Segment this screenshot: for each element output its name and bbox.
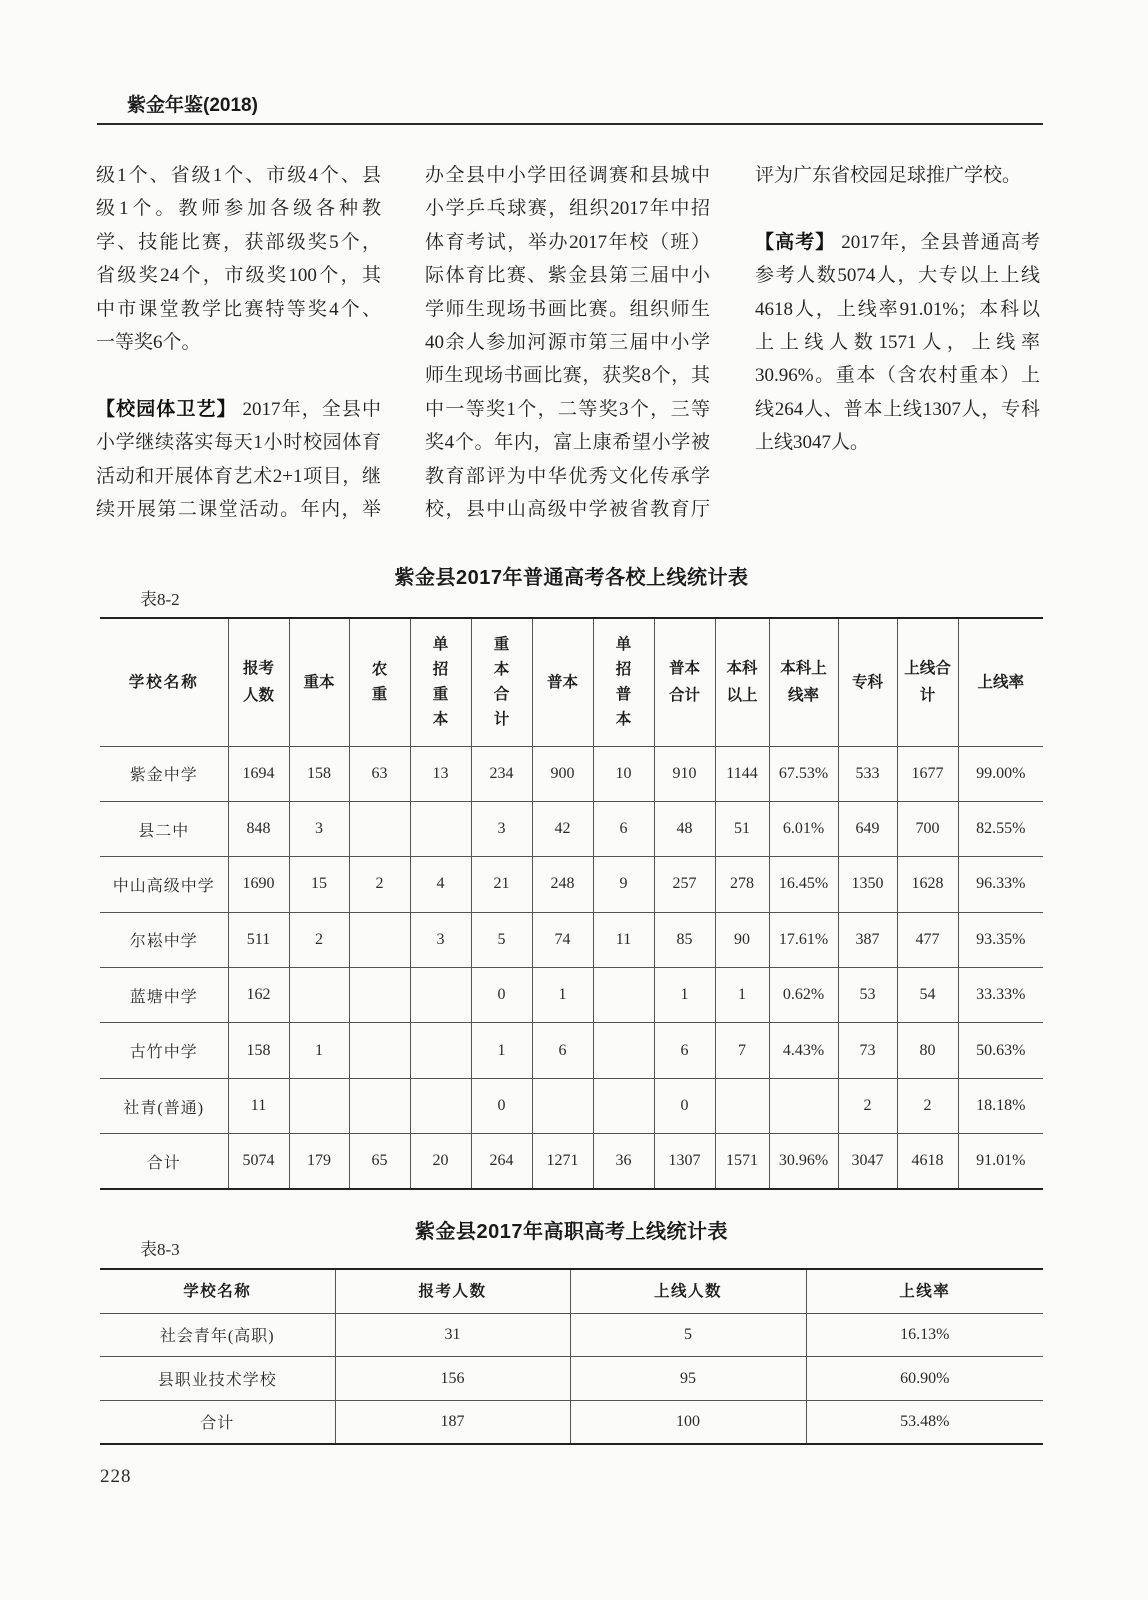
table-cell: 700: [897, 801, 958, 856]
table-cell: 5074: [228, 1134, 289, 1189]
text-line-content: 一等奖6个。: [96, 332, 201, 354]
text-line-content: 小学乒乓球赛，组织2017年中招: [425, 198, 710, 220]
table-cell: 5: [570, 1313, 806, 1357]
table-cell: [349, 801, 410, 856]
table-cell: 15: [289, 857, 349, 912]
table-header-cell: [806, 1269, 1043, 1313]
school-name-cell: 县二中: [100, 801, 228, 856]
header-rule: [97, 123, 1043, 125]
school-name-cell: 县职业技术学校: [100, 1357, 335, 1401]
header-label: 单招重本: [432, 636, 449, 729]
text-line-content: 级1个、省级1个、市级4个、县: [96, 165, 381, 186]
table-cell: 0: [471, 1078, 532, 1133]
table-cell: 1307: [654, 1134, 715, 1189]
school-name-cell: 尔崧中学: [100, 912, 228, 967]
text-line-content: 学师生现场书画比赛。组织师生: [425, 298, 710, 320]
table-cell: [410, 801, 471, 856]
text-line-content: 教育部评为中华优秀文化传承学: [425, 465, 710, 487]
table-cell: 1: [654, 968, 715, 1023]
table-body: [100, 746, 1043, 1189]
table-cell: [349, 912, 410, 967]
paragraph: [425, 159, 710, 526]
header-label: 本科以上: [726, 660, 758, 705]
table-row: [100, 1357, 1043, 1401]
table-header-cell: [838, 618, 897, 746]
header-label: 本科上线率: [780, 660, 827, 705]
text-line-content: 级1个。教师参加各级各种教: [96, 198, 381, 220]
text-line-content: 上线3047人。: [755, 432, 870, 454]
table-cell: 9: [593, 857, 654, 912]
table-8-2: [100, 617, 1043, 1190]
table-row: [100, 801, 1043, 856]
text-line: [425, 293, 710, 326]
text-line-content: 师生现场书画比赛，获奖8个，其: [425, 365, 710, 387]
text-line: [755, 393, 1040, 426]
text-line: [425, 393, 710, 426]
table-header-cell: [715, 618, 769, 746]
text-line-content: 4618人，上线率91.01%；本科以: [755, 298, 1040, 320]
text-line: [755, 259, 1040, 292]
header-label: 单招普本: [615, 636, 632, 729]
paragraph: [96, 393, 381, 527]
text-line: [425, 460, 710, 493]
table-cell: 42: [532, 801, 593, 856]
text-line-content: 30.96%。重本（含农村重本）上: [755, 365, 1040, 387]
text-line: [96, 493, 381, 526]
text-line-content: 小学继续落实每天1小时校园体育: [96, 432, 381, 454]
paragraph: [755, 226, 1040, 460]
table-cell: 91.01%: [958, 1134, 1043, 1189]
table-cell: 264: [471, 1134, 532, 1189]
table-cell: [410, 968, 471, 1023]
school-name-cell: 合计: [100, 1134, 228, 1189]
header-label: 重本合计: [493, 636, 510, 729]
text-column-2: [425, 159, 710, 526]
text-column-1: [96, 159, 381, 526]
table-cell: 1144: [715, 746, 769, 801]
table-cell: 477: [897, 912, 958, 967]
table-cell: 10: [593, 746, 654, 801]
table-header-row: [100, 618, 1043, 746]
table-cell: 1690: [228, 857, 289, 912]
table-cell: 60.90%: [806, 1357, 1043, 1401]
table-cell: 387: [838, 912, 897, 967]
table-cell: [715, 1078, 769, 1133]
text-line-content: 际体育比赛、紫金县第三届中小: [425, 265, 710, 287]
text-line: [96, 460, 381, 493]
table-row: [100, 1134, 1043, 1189]
header-label: 普本: [546, 673, 578, 691]
table-cell: 158: [289, 746, 349, 801]
text-line: [96, 259, 381, 292]
table-cell: 31: [335, 1313, 570, 1357]
table-row: [100, 1078, 1043, 1133]
school-name-cell: 社会青年(高职): [100, 1313, 335, 1357]
table-cell: 1: [715, 968, 769, 1023]
table-8-3: [100, 1268, 1043, 1445]
table-cell: 179: [289, 1134, 349, 1189]
table-header-cell: [228, 618, 289, 746]
header-label: 上线率: [899, 1282, 951, 1300]
text-line: [425, 426, 710, 459]
table-cell: 73: [838, 1023, 897, 1078]
school-name-cell: 蓝塘中学: [100, 968, 228, 1023]
table-row: [100, 1400, 1043, 1444]
table-cell: 51: [715, 801, 769, 856]
table-header-cell: [570, 1269, 806, 1313]
table-header-cell: [100, 1269, 335, 1313]
table-cell: 16.13%: [806, 1313, 1043, 1357]
table-cell: 5: [471, 912, 532, 967]
table-cell: 7: [715, 1023, 769, 1078]
table-cell: 16.45%: [769, 857, 838, 912]
header-label: 报考人数: [242, 660, 274, 705]
table-cell: [593, 1023, 654, 1078]
table-cell: 2: [838, 1078, 897, 1133]
table-cell: [349, 968, 410, 1023]
text-line-content: 活动和开展体育艺术2+1项目，继: [96, 465, 381, 487]
text-line: [755, 326, 1040, 359]
table-cell: 158: [228, 1023, 289, 1078]
table-cell: 3: [289, 801, 349, 856]
text-column-3: [755, 159, 1040, 460]
header-label: 报考人数: [418, 1282, 487, 1300]
school-name-cell: 社青(普通): [100, 1078, 228, 1133]
text-line: [96, 226, 381, 259]
table-cell: 1271: [532, 1134, 593, 1189]
table-header-cell: [958, 618, 1043, 746]
table-header-cell: [471, 618, 532, 746]
table-header-cell: [897, 618, 958, 746]
table-header-cell: [654, 618, 715, 746]
header-label: 学校名称: [128, 673, 199, 691]
table-cell: 2: [349, 857, 410, 912]
running-head: 紫金年鉴(2018): [127, 95, 258, 116]
table-cell: 36: [593, 1134, 654, 1189]
table-cell: 4: [410, 857, 471, 912]
table-cell: 48: [654, 801, 715, 856]
text-line: [425, 192, 710, 225]
table-cell: [410, 1078, 471, 1133]
table-header-row: [100, 1269, 1043, 1313]
table-cell: 3: [471, 801, 532, 856]
table-cell: 96.33%: [958, 857, 1043, 912]
text-line: [96, 426, 381, 459]
table-cell: 17.61%: [769, 912, 838, 967]
text-line-content: 参考人数5074人，大专以上上线: [755, 265, 1040, 287]
text-line: [755, 359, 1040, 392]
table-cell: 74: [532, 912, 593, 967]
header-label: 上线率: [977, 673, 1024, 691]
table-cell: 30.96%: [769, 1134, 838, 1189]
table-header-cell: [335, 1269, 570, 1313]
table-header-cell: [593, 618, 654, 746]
text-line-content: 40余人参加河源市第三届中小学: [425, 332, 710, 354]
table-header-cell: [349, 618, 410, 746]
school-name-cell: 古竹中学: [100, 1023, 228, 1078]
table-cell: 18.18%: [958, 1078, 1043, 1133]
table-cell: 234: [471, 746, 532, 801]
table-cell: 1694: [228, 746, 289, 801]
section-heading: 【校园体卫艺】: [96, 398, 237, 420]
text-line: [425, 226, 710, 259]
table-cell: 33.33%: [958, 968, 1043, 1023]
table-body: [100, 1313, 1043, 1444]
table-8-3-label: 表8-3: [140, 1240, 180, 1259]
table-header-cell: [289, 618, 349, 746]
table-row: [100, 857, 1043, 912]
table-header-cell: [769, 618, 838, 746]
table-cell: 0: [654, 1078, 715, 1133]
table-cell: 187: [335, 1400, 570, 1444]
table-cell: 162: [228, 968, 289, 1023]
table-cell: 248: [532, 857, 593, 912]
table-cell: 1: [532, 968, 593, 1023]
text-line-content: 上上线人数1571人，上线率: [755, 332, 1040, 354]
table-header-cell: [100, 618, 228, 746]
table-cell: 6.01%: [769, 801, 838, 856]
text-line-content: 2017年，全县中: [242, 398, 381, 420]
text-line: [755, 159, 1040, 192]
table-cell: 20: [410, 1134, 471, 1189]
header-label: 专科: [851, 673, 883, 691]
table-cell: [532, 1078, 593, 1133]
table-cell: 511: [228, 912, 289, 967]
school-name-cell: 合计: [100, 1400, 335, 1444]
header-label: 普本合计: [668, 660, 700, 705]
table-cell: [410, 1023, 471, 1078]
table-cell: [593, 1078, 654, 1133]
table-cell: 90: [715, 912, 769, 967]
table-header-cell: [410, 618, 471, 746]
table-cell: 6: [593, 801, 654, 856]
table-cell: 910: [654, 746, 715, 801]
text-line: [96, 393, 381, 426]
table-cell: 649: [838, 801, 897, 856]
table-cell: 11: [228, 1078, 289, 1133]
text-line-content: 线264人、普本上线1307人，专科: [755, 398, 1040, 420]
table-cell: 54: [897, 968, 958, 1023]
text-line: [425, 259, 710, 292]
text-line: [425, 493, 710, 526]
text-line: [96, 293, 381, 326]
text-line-content: 省级奖24个，市级奖100个，其: [96, 265, 381, 287]
table-row: [100, 1023, 1043, 1078]
table-cell: 1677: [897, 746, 958, 801]
table-cell: 257: [654, 857, 715, 912]
table-cell: 93.35%: [958, 912, 1043, 967]
table-row: [100, 968, 1043, 1023]
section-heading: 【高考】: [755, 231, 836, 253]
text-line: [96, 192, 381, 225]
table-cell: 67.53%: [769, 746, 838, 801]
text-line-content: 中一等奖1个，二等奖3个，三等: [425, 398, 710, 420]
table-cell: 4.43%: [769, 1023, 838, 1078]
table-cell: 156: [335, 1357, 570, 1401]
table-cell: 1350: [838, 857, 897, 912]
text-line: [755, 226, 1040, 259]
table-cell: 4618: [897, 1134, 958, 1189]
table-cell: 1: [289, 1023, 349, 1078]
table-cell: 99.00%: [958, 746, 1043, 801]
text-line: [96, 326, 381, 359]
table-row: [100, 912, 1043, 967]
table-cell: [593, 968, 654, 1023]
table-cell: [769, 1078, 838, 1133]
header-label: 上线合计: [904, 660, 951, 705]
table-cell: 900: [532, 746, 593, 801]
table-cell: 80: [897, 1023, 958, 1078]
table-cell: 2: [897, 1078, 958, 1133]
table-cell: 50.63%: [958, 1023, 1043, 1078]
table-cell: 533: [838, 746, 897, 801]
header-label: 重本: [303, 673, 335, 691]
text-line-content: 学、技能比赛，获部级奖5个，: [96, 231, 381, 253]
table-cell: 3: [410, 912, 471, 967]
table-cell: [289, 1078, 349, 1133]
table-cell: [349, 1023, 410, 1078]
table-row: [100, 1313, 1043, 1357]
table-cell: 1628: [897, 857, 958, 912]
school-name-cell: 紫金中学: [100, 746, 228, 801]
header-label: 农重: [371, 661, 388, 704]
table-cell: 848: [228, 801, 289, 856]
table-cell: 85: [654, 912, 715, 967]
table-cell: 63: [349, 746, 410, 801]
text-line-content: 体育考试，举办2017年校（班）: [425, 231, 710, 253]
table-cell: 0.62%: [769, 968, 838, 1023]
text-line: [425, 159, 710, 192]
table-cell: 13: [410, 746, 471, 801]
table-cell: [289, 968, 349, 1023]
page-number: 228: [100, 1466, 132, 1487]
text-line-content: 2017年，全县普通高考: [841, 231, 1040, 253]
table-cell: 278: [715, 857, 769, 912]
table-header-cell: [532, 618, 593, 746]
table-cell: [349, 1078, 410, 1133]
text-line-content: 续开展第二课堂活动。年内，举: [96, 499, 381, 521]
table-cell: 65: [349, 1134, 410, 1189]
text-line: [755, 426, 1040, 459]
table-cell: 2: [289, 912, 349, 967]
text-line-content: 中市课堂教学比赛特等奖4个、: [96, 298, 381, 320]
table-cell: 53: [838, 968, 897, 1023]
text-line: [755, 293, 1040, 326]
table-cell: 6: [532, 1023, 593, 1078]
paragraph: [96, 159, 381, 359]
header-label: 上线人数: [653, 1282, 722, 1300]
table-8-3-title: 紫金县2017年高职高考上线统计表: [415, 1221, 728, 1243]
table-cell: 1: [471, 1023, 532, 1078]
paragraph: [755, 159, 1040, 192]
text-line: [425, 326, 710, 359]
table-cell: 0: [471, 968, 532, 1023]
header-label: 学校名称: [183, 1282, 252, 1300]
table-cell: 100: [570, 1400, 806, 1444]
table-8-2-title: 紫金县2017年普通高考各校上线统计表: [394, 567, 749, 589]
table-cell: 6: [654, 1023, 715, 1078]
school-name-cell: 中山高级中学: [100, 857, 228, 912]
text-line-content: 评为广东省校园足球推广学校。: [755, 165, 1022, 186]
text-line: [425, 359, 710, 392]
table-8-2-label: 表8-2: [140, 590, 180, 609]
table-cell: 82.55%: [958, 801, 1043, 856]
table-cell: 53.48%: [806, 1400, 1043, 1444]
text-line-content: 奖4个。年内，富上康希望小学被: [425, 432, 710, 454]
table-cell: 1571: [715, 1134, 769, 1189]
table-row: [100, 746, 1043, 801]
text-line-content: 办全县中小学田径调赛和县城中: [425, 165, 710, 186]
text-line-content: 校，县中山高级中学被省教育厅: [425, 499, 710, 521]
table-cell: 95: [570, 1357, 806, 1401]
table-cell: 21: [471, 857, 532, 912]
table-cell: 11: [593, 912, 654, 967]
table-cell: 3047: [838, 1134, 897, 1189]
text-line: [96, 159, 381, 192]
